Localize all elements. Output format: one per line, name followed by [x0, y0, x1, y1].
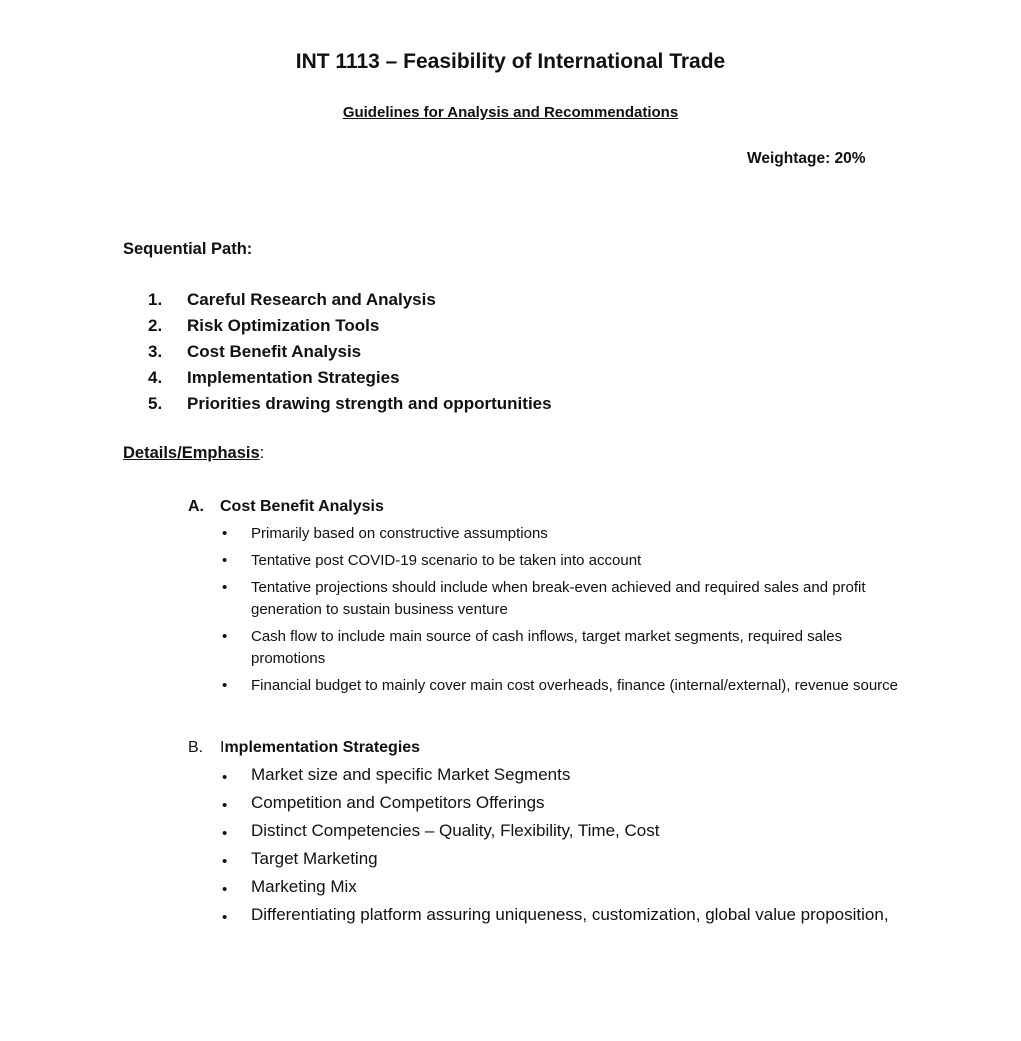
bullet-text: Marketing Mix: [251, 877, 357, 896]
bullet-icon: [222, 791, 251, 819]
list-item-number: 2.: [148, 316, 163, 335]
weightage-label: Weightage: 20%: [747, 150, 866, 167]
bullet-icon: [222, 675, 251, 697]
bullet-item: [222, 523, 911, 545]
list-item: [148, 316, 552, 342]
bullet-icon: [222, 577, 251, 621]
list-item-label: Cost Benefit Analysis: [187, 342, 362, 361]
bullet-text: Tentative post COVID-19 scenario to be taken into account: [251, 552, 642, 569]
bullet-icon: [222, 903, 251, 931]
sequential-path-list: [148, 290, 552, 420]
section-a-bullet-list: [222, 523, 911, 702]
bullet-text: Competition and Competitors Offerings: [251, 793, 545, 812]
section-b-title-rest: mplementation Strategies: [224, 739, 421, 756]
bullet-text: Tentative projections should include when break-even achieved and required sales and profit generation to sustain business venture: [251, 579, 866, 618]
bullet-icon: [222, 875, 251, 903]
details-heading-colon: :: [259, 444, 265, 462]
list-item-number: 5.: [148, 394, 163, 413]
bullet-icon: [222, 626, 251, 670]
bullet-text: Cash flow to include main source of cash inflows, target market segments, required sales promotions: [251, 628, 843, 667]
bullet-item: [222, 903, 901, 931]
section-b-bullet-list: [222, 763, 901, 931]
list-item-label: Priorities drawing strength and opportunities: [187, 394, 552, 413]
bullet-item: [222, 550, 911, 572]
document-subtitle: [0, 104, 1021, 121]
bullet-text: Financial budget to mainly cover main cost overheads, finance (internal/external), revenue source: [251, 677, 899, 694]
subtitle-text: Guidelines for Analysis and Recommendations: [342, 104, 679, 121]
bullet-icon: [222, 819, 251, 847]
details-heading: [123, 444, 264, 463]
section-a-heading: [188, 498, 384, 516]
bullet-item: [222, 626, 911, 670]
list-item-number: 3.: [148, 342, 163, 361]
list-item: [148, 342, 552, 368]
bullet-icon: [222, 763, 251, 791]
bullet-text: Distinct Competencies – Quality, Flexibility, Time, Cost: [251, 821, 660, 840]
section-a-title: Cost Benefit Analysis: [220, 498, 384, 515]
bullet-icon: [222, 523, 251, 545]
section-a-letter: A.: [188, 498, 204, 515]
document-title: INT 1113 – Feasibility of International Trade: [295, 50, 726, 73]
bullet-text: Market size and specific Market Segments: [251, 765, 571, 784]
bullet-item: [222, 577, 911, 621]
bullet-item: [222, 675, 911, 697]
list-item-label: Careful Research and Analysis: [187, 290, 436, 309]
bullet-item: [222, 819, 901, 847]
section-b-letter: B.: [188, 739, 204, 756]
bullet-text: Primarily based on constructive assumptions: [251, 525, 548, 542]
list-item: [148, 394, 552, 420]
bullet-item: [222, 875, 901, 903]
section-b-title-first: I: [220, 739, 225, 756]
list-item: [148, 368, 552, 394]
bullet-item: [222, 791, 901, 819]
list-item-number: 1.: [148, 290, 163, 309]
bullet-icon: [222, 550, 251, 572]
list-item-number: 4.: [148, 368, 163, 387]
bullet-text: Target Marketing: [251, 849, 378, 868]
bullet-text: Differentiating platform assuring uniqueness, customization, global value proposition,: [251, 905, 889, 924]
bullet-item: [222, 763, 901, 791]
section-b-heading: [188, 739, 420, 757]
sequential-path-heading: Sequential Path:: [123, 240, 253, 258]
list-item-label: Risk Optimization Tools: [187, 316, 380, 335]
list-item-label: Implementation Strategies: [187, 368, 400, 387]
bullet-item: [222, 847, 901, 875]
details-heading-text: Details/Emphasis: [123, 444, 260, 462]
list-item: [148, 290, 552, 316]
bullet-icon: [222, 847, 251, 875]
